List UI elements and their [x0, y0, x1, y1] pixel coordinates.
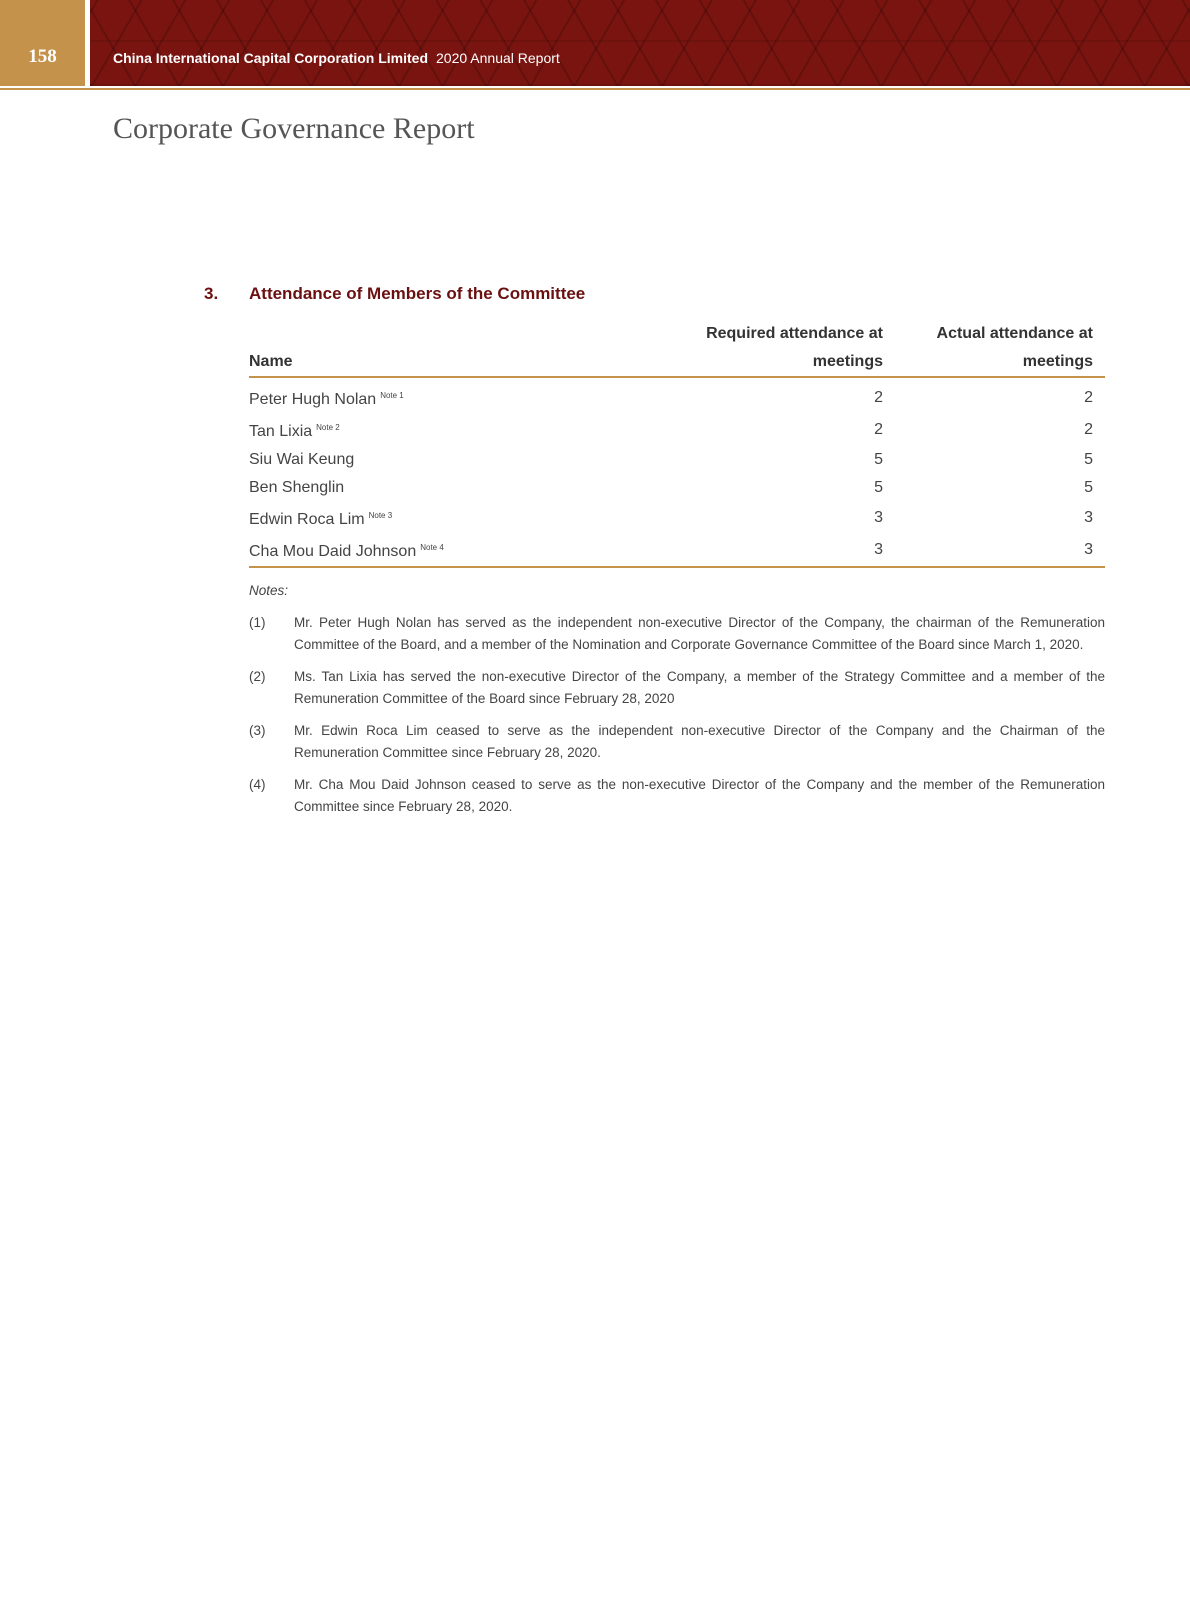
member-name — [249, 414, 683, 446]
table-row — [249, 502, 1105, 534]
note-ref: Note 1 — [380, 391, 404, 400]
col-actual-header-2: meetings — [895, 348, 1105, 377]
section-title: Attendance of Members of the Committee — [249, 284, 586, 303]
actual-attendance: 5 — [1084, 451, 1093, 468]
note-item — [249, 774, 1105, 818]
attendance-table — [249, 320, 1105, 568]
table-row — [249, 534, 1105, 567]
name-text: Edwin Roca Lim — [249, 511, 365, 528]
required-attendance: 3 — [683, 534, 895, 567]
page-title: Corporate Governance Report — [113, 112, 475, 145]
actual-attendance: 5 — [1084, 479, 1093, 496]
note-item — [249, 666, 1105, 710]
required-attendance: 5 — [874, 479, 883, 496]
note-ref: Note 4 — [420, 543, 444, 552]
name-text: Ben Shenglin — [249, 479, 345, 496]
table-row — [249, 446, 1105, 474]
col-name-header: Name — [249, 348, 683, 377]
page-number: 158 — [0, 0, 85, 86]
member-name — [249, 474, 683, 502]
header-divider — [0, 88, 1190, 90]
name-text: Cha Mou Daid Johnson — [249, 543, 417, 560]
actual-attendance: 2 — [1084, 389, 1093, 406]
section-number: 3. — [204, 284, 219, 303]
name-text: Peter Hugh Nolan — [249, 391, 377, 408]
note-item — [249, 612, 1105, 656]
report-name: 2020 Annual Report — [436, 50, 560, 66]
table-row — [249, 474, 1105, 502]
table-row — [249, 377, 1105, 414]
member-name — [249, 502, 683, 534]
note-ref: Note 2 — [316, 423, 340, 432]
required-attendance: 5 — [874, 451, 883, 468]
notes-heading: Notes: — [249, 583, 289, 598]
required-attendance: 3 — [874, 509, 883, 526]
actual-attendance: 2 — [1084, 421, 1093, 438]
notes — [249, 583, 1105, 828]
running-header — [113, 50, 560, 66]
actual-attendance: 3 — [895, 534, 1105, 567]
member-name — [249, 377, 683, 414]
note-text: Mr. Cha Mou Daid Johnson ceased to serve as the non-executive Director of the Company and the member of the Remuneration Committee since February 28, 2020. — [294, 777, 1105, 814]
note-text: Mr. Edwin Roca Lim ceased to serve as the independent non-executive Director of the Company and the Chairman of the Remuneration Committee since February 28, 2020. — [294, 723, 1105, 760]
note-item — [249, 720, 1105, 764]
required-attendance: 2 — [874, 389, 883, 406]
note-ref: Note 3 — [368, 511, 393, 520]
note-key: (4) — [249, 777, 266, 792]
note-key: (3) — [249, 723, 266, 738]
name-text: Tan Lixia — [249, 423, 313, 440]
col-actual-header: Actual attendance at — [936, 325, 1093, 342]
name-text: Siu Wai Keung — [249, 451, 355, 468]
required-attendance: 2 — [874, 421, 883, 438]
note-key: (1) — [249, 615, 266, 630]
note-key: (2) — [249, 669, 266, 684]
header-band — [90, 0, 1190, 86]
company-name: China International Capital Corporation Limited — [113, 50, 429, 66]
table-row — [249, 414, 1105, 446]
note-text: Ms. Tan Lixia has served the non-executive Director of the Company, a member of the Strategy Committee and a member of the Remuneration Committee of the Board since February 28, 2020 — [294, 669, 1105, 706]
col-required-header: Required attendance at — [706, 325, 883, 342]
note-text: Mr. Peter Hugh Nolan has served as the independent non-executive Director of the Company, the chairman of the Remuneration Committee of the Board, and a member of the Nomination and Corporate Governance Committee of the Board since March 1, 2020. — [294, 615, 1105, 652]
member-name — [249, 534, 683, 567]
actual-attendance: 3 — [1084, 509, 1093, 526]
col-required-header-2: meetings — [683, 348, 895, 377]
member-name — [249, 446, 683, 474]
